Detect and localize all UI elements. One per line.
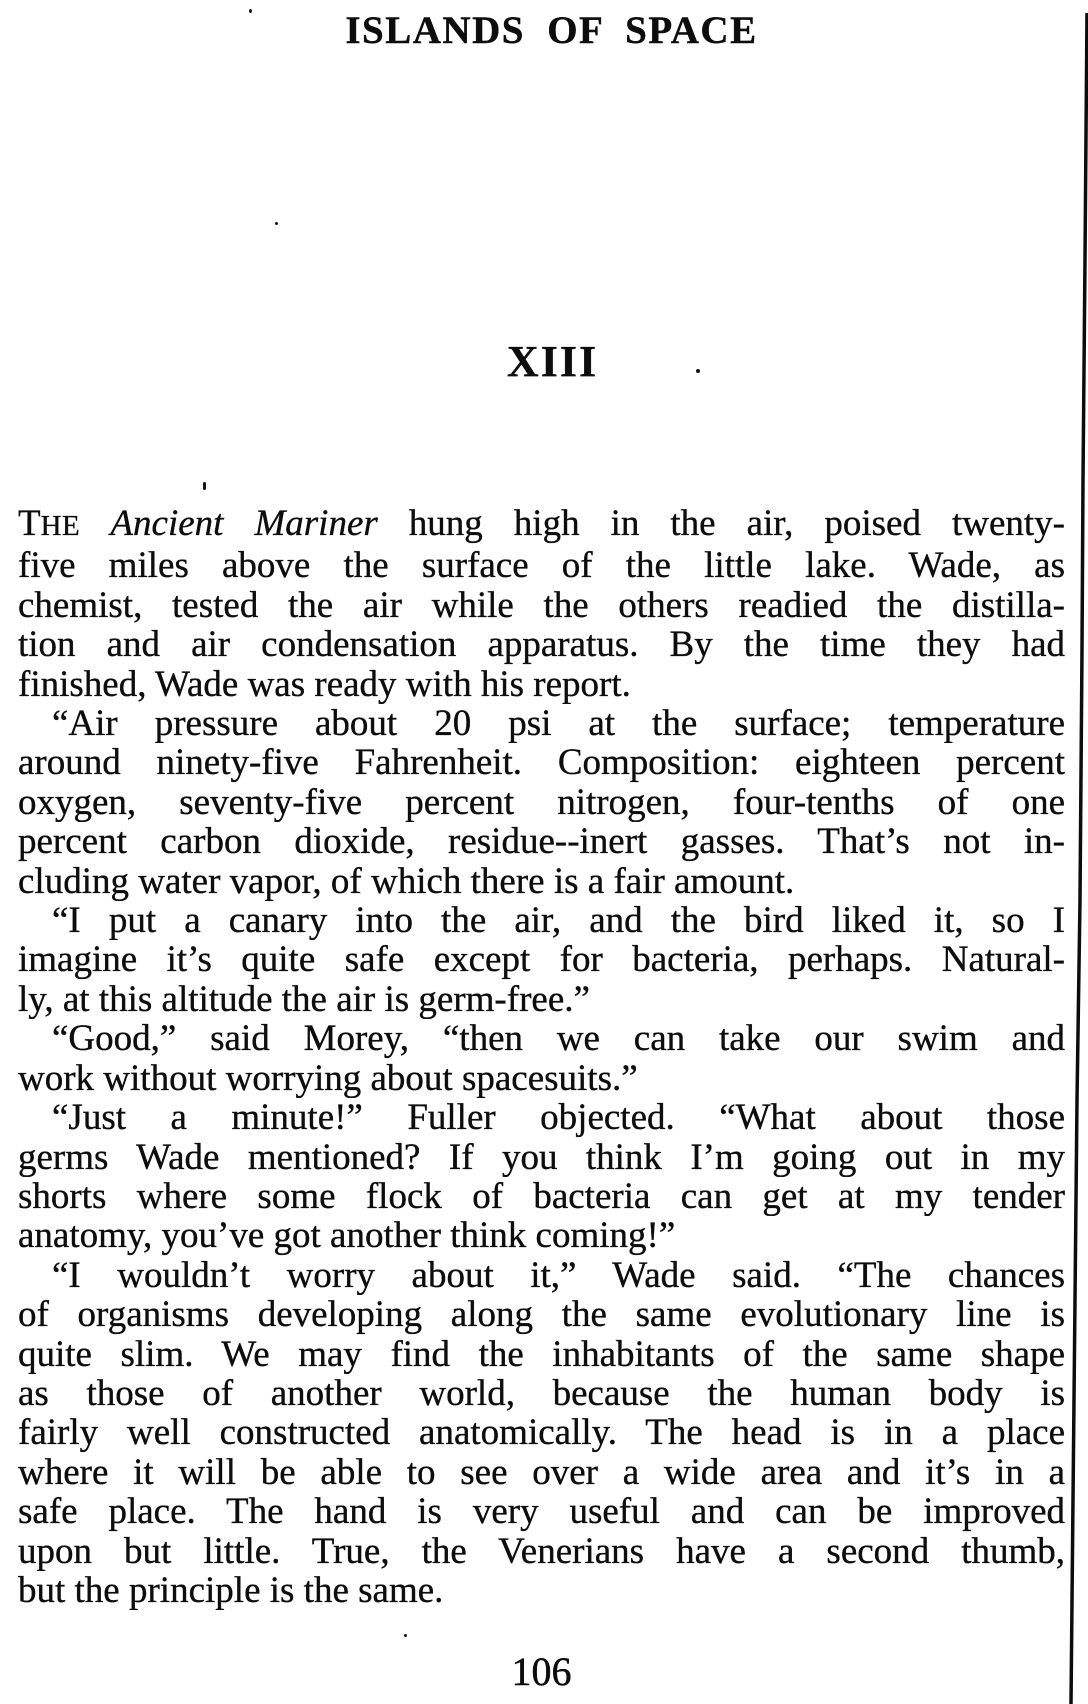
text-line: oxygen, seventy-five percent nitrogen, four-tenths of one (18, 782, 1065, 823)
paragraph (18, 1256, 1065, 1611)
paragraph (18, 1019, 1065, 1098)
text-line: work without worrying about spacesuits.” (18, 1058, 638, 1099)
text-line: “I wouldn’t worry about it,” Wade said. “The chances (52, 1255, 1065, 1296)
text-line: fairly well constructed anatomically. The head is in a place (18, 1413, 1065, 1453)
text-line: “Air pressure about 20 psi at the surface; temperature (52, 704, 1065, 744)
paragraph (18, 504, 1065, 704)
ship-name-italic: Ancient Mariner (80, 504, 409, 544)
paragraph (18, 901, 1065, 1019)
text-line: upon but little. True, the Venerians have a second thumb, (18, 1531, 1065, 1571)
text-line: tion and air condensation apparatus. By the time they had (18, 625, 1065, 665)
text-line: cluding water vapor, of which there is a fair amount. (18, 861, 795, 902)
text-line: “Good,” said Morey, “then we can take our swim and (52, 1019, 1065, 1059)
text-line: around ninety-five Fahrenheit. Composition: eighteen percent (18, 743, 1065, 783)
body-text (18, 504, 1065, 1610)
scan-speck (696, 369, 700, 373)
chapter-opening-initial: T (18, 504, 41, 544)
text-line: as those of another world, because the human body is (18, 1373, 1065, 1414)
chapter-opening-smallcaps: HE (40, 510, 81, 542)
text-line: five miles above the surface of the little lake. Wade, as (18, 546, 1065, 586)
text-line: quite slim. We may find the inhabitants of the same shape (18, 1334, 1065, 1374)
scan-speck (203, 482, 206, 490)
text-line: germs Wade mentioned? If you think I’m going out in my (18, 1137, 1065, 1177)
text-line: “Just a minute!” Fuller objected. “What about those (52, 1098, 1065, 1138)
text-line: percent carbon dioxide, residue--inert gasses. That’s not in- (18, 822, 1065, 862)
text-line: chemist, tested the air while the others readied the distilla- (18, 585, 1065, 626)
running-header: ISLANDS OF SPACE (345, 9, 758, 52)
text-line: safe place. The hand is very useful and can be improved (18, 1492, 1065, 1532)
text-line: but the principle is the same. (18, 1570, 444, 1611)
page-number: 106 (511, 1649, 572, 1694)
text-line: “I put a canary into the air, and the bird liked it, so I (52, 901, 1065, 941)
chapter-heading: XIII (506, 337, 599, 386)
text-line (18, 504, 1065, 546)
text-line: of organisms developing along the same evolutionary line is (18, 1295, 1065, 1335)
text-line: imagine it’s quite safe except for bacteria, perhaps. Natural- (18, 940, 1065, 980)
paragraph (18, 1098, 1065, 1256)
text-line: ly, at this altitude the air is germ-free.” (18, 979, 590, 1020)
paragraph (18, 704, 1065, 901)
scan-speck (275, 222, 278, 225)
scan-speck (404, 1634, 407, 1637)
text-line: anatomy, you’ve got another think coming!” (18, 1216, 676, 1256)
text-segment: hung high in the air, poised twenty- (408, 504, 1065, 544)
text-line: where it will be able to see over a wide area and it’s in a (18, 1452, 1065, 1493)
text-line: shorts where some flock of bacteria can get at my tender (18, 1176, 1065, 1217)
text-line: finished, Wade was ready with his report. (18, 664, 631, 705)
scan-speck (249, 9, 252, 13)
